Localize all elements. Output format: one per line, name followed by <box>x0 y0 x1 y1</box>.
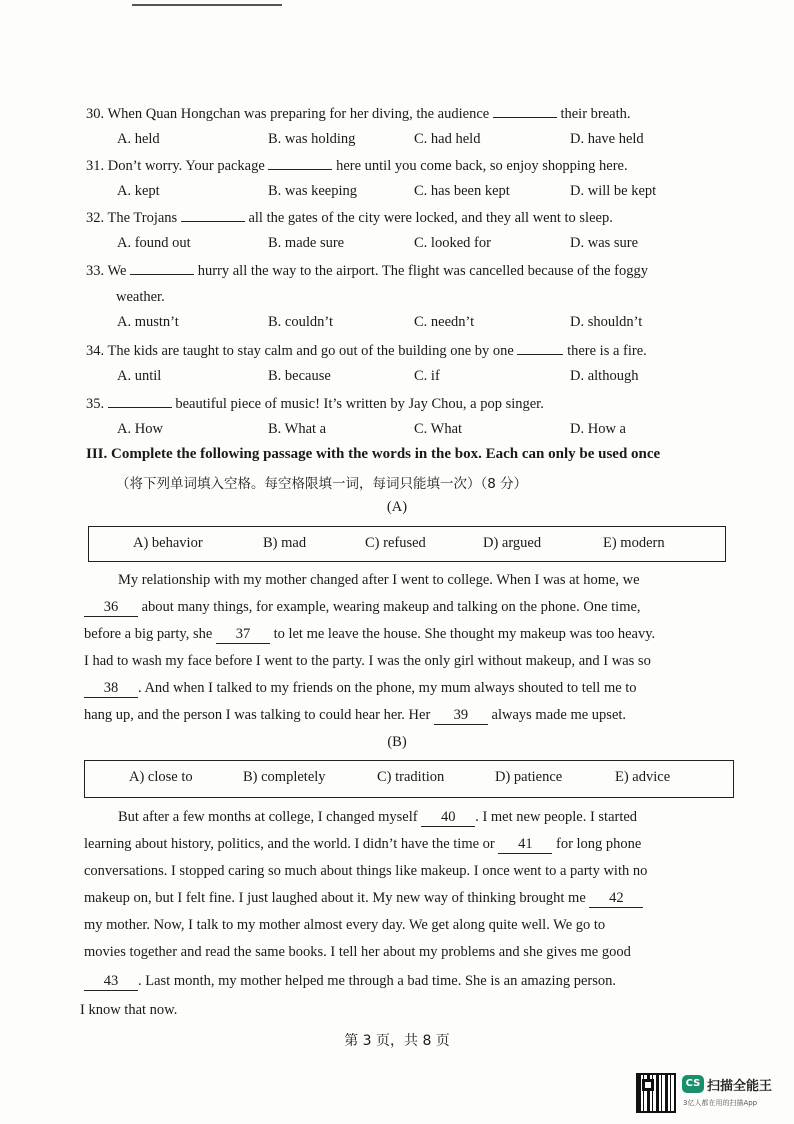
question-text: their breath. <box>560 106 631 122</box>
word-box-item: D) argued <box>483 535 542 551</box>
option-c[interactable]: C. looked for <box>414 235 491 251</box>
word-box-item: A) behavior <box>133 535 203 551</box>
question-number: 33. <box>86 263 105 279</box>
question-number: 35. <box>86 396 105 412</box>
answer-blank[interactable] <box>130 262 194 275</box>
option-a[interactable]: A. mustn’t <box>117 314 179 330</box>
question-text: here until you come back, so enjoy shopping here. <box>336 158 628 174</box>
question-stem <box>86 209 613 227</box>
passage-a-text: about many things, for example, wearing makeup and talking on the phone. One time, <box>141 599 641 615</box>
passage-b-line <box>84 890 643 908</box>
passage-b-line <box>118 809 637 827</box>
part-b-label: (B) <box>387 734 407 750</box>
option-b[interactable]: B. couldn’t <box>268 314 333 330</box>
blank-36[interactable]: 36 <box>84 599 138 617</box>
blank-43[interactable]: 43 <box>84 973 138 991</box>
option-a[interactable]: A. held <box>117 131 160 147</box>
question-text: The Trojans <box>107 210 178 226</box>
passage-a-text: . And when I talked to my friends on the phone, my mum always shouted to tell me to <box>138 680 637 696</box>
scanner-tagline: 3亿人都在用的扫描App <box>683 1099 758 1107</box>
question-text-continued: weather. <box>116 289 165 305</box>
passage-a-text: before a big party, she <box>84 626 213 642</box>
word-box-b <box>84 760 734 798</box>
question-text: hurry all the way to the airport. The flight was cancelled because of the foggy <box>197 263 648 279</box>
question-number: 30. <box>86 106 105 122</box>
answer-blank[interactable] <box>181 209 245 222</box>
blank-41[interactable]: 41 <box>498 836 552 854</box>
question-number: 31. <box>86 158 105 174</box>
question-text: Don’t worry. Your package <box>107 158 265 174</box>
qr-code-icon <box>636 1073 676 1113</box>
passage-b-line: my mother. Now, I talk to my mother almost every day. We get along quite well. We go to <box>84 917 606 933</box>
option-d[interactable]: D. have held <box>570 131 644 147</box>
question-text: beautiful piece of music! It’s written by Jay Chou, a pop singer. <box>175 396 544 412</box>
passage-b-line: conversations. I stopped caring so much about things like makeup. I once went to a party with no <box>84 863 648 879</box>
option-c[interactable]: C. had held <box>414 131 481 147</box>
option-d[interactable]: D. How a <box>570 421 626 437</box>
part-a-label: (A) <box>386 499 408 515</box>
question-text: The kids are taught to stay calm and go out of the building one by one <box>107 343 514 359</box>
blank-42[interactable]: 42 <box>589 890 643 908</box>
passage-b-text: . I met new people. I started <box>475 809 638 825</box>
blank-40[interactable]: 40 <box>421 809 475 827</box>
option-c[interactable]: C. needn’t <box>414 314 475 330</box>
word-box-a <box>88 526 726 562</box>
word-box-item: C) refused <box>365 535 426 551</box>
blank-38[interactable]: 38 <box>84 680 138 698</box>
passage-b-line: I know that now. <box>80 1002 178 1018</box>
passage-b-text: for long phone <box>556 836 642 852</box>
passage-b-text: . Last month, my mother helped me through a bad time. She is an amazing person. <box>138 973 616 989</box>
section-title: III. Complete the following passage with the words in the box. Each can only be used once <box>86 446 661 462</box>
answer-blank[interactable] <box>268 157 332 170</box>
passage-b-text: But after a few months at college, I changed myself <box>118 809 418 825</box>
option-a[interactable]: A. found out <box>117 235 191 251</box>
passage-a-line: I had to wash my face before I went to the party. I was the only girl without makeup, and I was so <box>84 653 651 669</box>
option-c[interactable]: C. has been kept <box>414 183 510 199</box>
passage-a-text: hang up, and the person I was talking to could hear her. Her <box>84 707 431 723</box>
option-d[interactable]: D. was sure <box>570 235 639 251</box>
passage-a-line: My relationship with my mother changed after I went to college. When I was at home, we <box>118 572 640 588</box>
answer-blank[interactable] <box>108 395 172 408</box>
passage-b-line: movies together and read the same books. I tell her about my problems and she gives me good <box>84 944 631 960</box>
option-b[interactable]: B. What a <box>268 421 327 437</box>
word-box-item: B) completely <box>243 769 326 785</box>
word-box-item: D) patience <box>495 769 563 785</box>
question-stem <box>86 262 648 280</box>
passage-b-text: makeup on, but I felt fine. I just laughed about it. My new way of thinking brought me <box>84 890 586 906</box>
question-text: When Quan Hongchan was preparing for her diving, the audience <box>107 106 490 122</box>
blank-39[interactable]: 39 <box>434 707 488 725</box>
word-box-item: A) close to <box>129 769 193 785</box>
passage-b-line <box>84 973 616 991</box>
option-a[interactable]: A. kept <box>117 183 160 199</box>
word-box-item: C) tradition <box>377 769 445 785</box>
page-number: 第 3 页，共 8 页 <box>344 1033 450 1049</box>
passage-a-line <box>84 680 637 698</box>
option-b[interactable]: B. made sure <box>268 235 345 251</box>
passage-a-line <box>84 599 641 617</box>
option-c[interactable]: C. if <box>414 368 440 384</box>
option-d[interactable]: D. although <box>570 368 639 384</box>
passage-a-line <box>84 707 626 725</box>
word-box-item: B) mad <box>263 535 307 551</box>
passage-a-line <box>84 626 655 644</box>
option-c[interactable]: C. What <box>414 421 463 437</box>
question-number: 34. <box>86 343 105 359</box>
option-d[interactable]: D. shouldn’t <box>570 314 643 330</box>
question-number: 32. <box>86 210 105 226</box>
option-b[interactable]: B. was holding <box>268 131 356 147</box>
question-stem <box>86 105 631 123</box>
blank-37[interactable]: 37 <box>216 626 270 644</box>
passage-b-text: learning about history, politics, and the world. I didn’t have the time or <box>84 836 495 852</box>
word-box-item: E) advice <box>615 769 671 785</box>
question-text: all the gates of the city were locked, and they all went to sleep. <box>248 210 613 226</box>
option-d[interactable]: D. will be kept <box>570 183 657 199</box>
passage-a-text: to let me leave the house. She thought my makeup was too heavy. <box>273 626 656 642</box>
word-box-item: E) modern <box>603 535 665 551</box>
camscanner-logo-icon: CS <box>682 1075 704 1093</box>
section-subtitle: （将下列单词填入空格。每空格限填一词，每词只能填一次）（8 分） <box>116 476 528 492</box>
question-stem <box>86 157 628 175</box>
option-b[interactable]: B. because <box>268 368 331 384</box>
answer-blank[interactable] <box>517 342 563 355</box>
option-b[interactable]: B. was keeping <box>268 183 357 199</box>
question-text: We <box>107 263 127 279</box>
option-a[interactable]: A. until <box>117 368 162 384</box>
question-stem <box>86 342 647 360</box>
passage-b-line <box>84 836 641 854</box>
scanner-app-name: 扫描全能王 <box>707 1079 773 1094</box>
answer-blank[interactable] <box>493 105 557 118</box>
question-stem <box>86 395 544 413</box>
top-rule <box>132 0 282 6</box>
passage-a-text: always made me upset. <box>491 707 627 723</box>
option-a[interactable]: A. How <box>117 421 163 437</box>
question-text: there is a fire. <box>567 343 647 359</box>
